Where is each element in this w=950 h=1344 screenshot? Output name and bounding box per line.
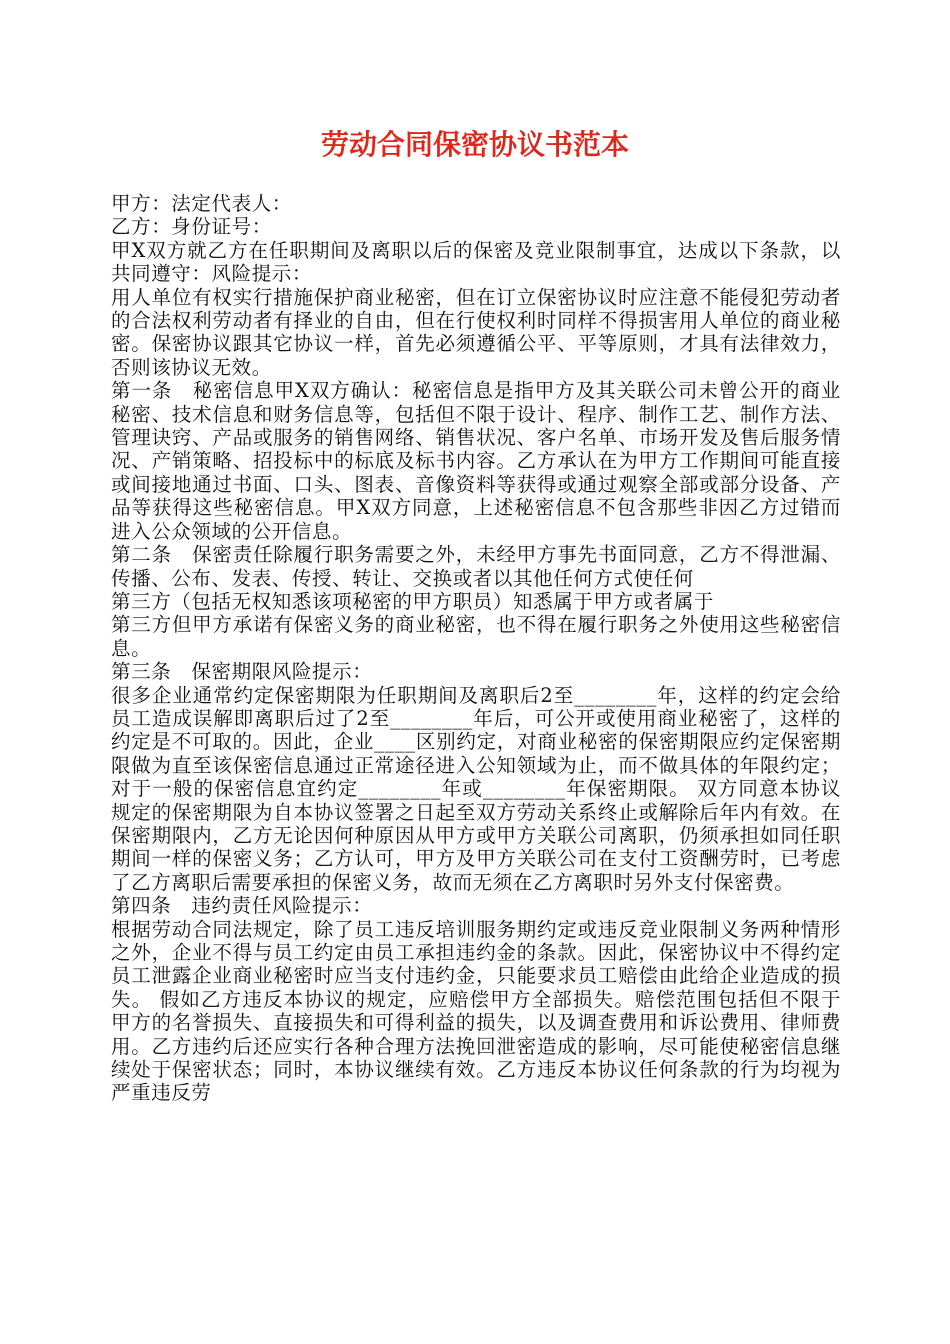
paragraph-third-party-a: 第三方（包括无权知悉该项秘密的甲方职员）知悉属于甲方或者属于	[111, 589, 715, 613]
paragraph-article-3-heading: 第三条 保密期限风险提示：	[111, 660, 373, 684]
paragraph-party-a: 甲方：法定代表人：	[111, 192, 292, 215]
paragraph-preamble: 甲X双方就乙方在任职期间及离职以后的保密及竞业限制事宜，达成以下条款，以共同遵守：风险提示：	[111, 238, 841, 286]
paragraph-article-3-body: 很多企业通常约定保密期限为任职期间及离职后2至________年，这样的约定会给员工造成误解即离职后过了2至________年后，可公开或使用商业秘密了，这样的约定是不可取的。因此，企业____区别约定，对商业秘密的保密期限应约定保密期限做为直至该保密信息通过正常途径进入公知领域为止，而不做具体的年限约定；对于一般的保密信息宜约定________年或________年保密期限。 双方同意本协议规定的保密期限为自本协议签署之日起至双方劳动关系终止或解除后年内有效。在保密期限内，乙方无论因何种原因从甲方或甲方关联公司离职，仍须承担如同任职期间一样的保密义务；乙方认可，甲方及甲方关联公司在支付工资酬劳时，已考虑了乙方离职后需要承担的保密义务，故而无须在乙方离职时另外支付保密费。	[111, 683, 841, 894]
paragraph-article-4-heading: 第四条 违约责任风险提示：	[111, 894, 373, 918]
paragraph-article-4-body: 根据劳动合同法规定，除了员工违反培训服务期约定或违反竞业限制义务两种情形之外，企业不得与员工约定由员工承担违约金的条款。因此，保密协议中不得约定员工泄露企业商业秘密时应当支付违约金，只能要求员工赔偿由此给企业造成的损失。 假如乙方违反本协议的规定，应赔偿甲方全部损失。赔偿范围包括但不限于甲方的名誉损失、直接损失和可得利益的损失，以及调查费用和诉讼费用、律师费用。乙方违约后还应实行各种合理方法挽回泄密造成的影响，尽可能使秘密信息继续处于保密状态；同时，本协议继续有效。乙方违反本协议任何条款的行为均视为严重违反劳	[111, 917, 841, 1105]
paragraph-article-2: 第二条 保密责任除履行职务需要之外，未经甲方事先书面同意，乙方不得泄漏、传播、公布、发表、传授、转让、交换或者以其他任何方式使任何	[111, 543, 841, 590]
document-title: 劳动合同保密协议书范本	[320, 128, 629, 161]
document-body	[111, 192, 841, 1105]
paragraph-article-1: 第一条 秘密信息甲X双方确认：秘密信息是指甲方及其关联公司未曾公开的商业秘密、技术信息和财务信息等，包括但不限于设计、程序、制作工艺、制作方法、管理诀窍、产品或服务的销售网络、销售状况、客户名单、市场开发及售后服务情况、产销策略、招投标中的标底及标书内容。乙方承认在为甲方工作期间可能直接或间接地通过书面、口头、图表、音像资料等获得或通过观察全部或部分设备、产品等获得这些秘密信息。甲X双方同意，上述秘密信息不包含那些非因乙方过错而进入公众领域的公开信息。	[111, 379, 841, 543]
paragraph-party-b: 乙方：身份证号：	[111, 215, 272, 239]
paragraph-third-party-b: 第三方但甲方承诺有保密义务的商业秘密，也不得在履行职务之外使用这些秘密信息。	[111, 613, 841, 660]
paragraph-risk-note: 用人单位有权实行措施保护商业秘密，但在订立保密协议时应注意不能侵犯劳动者的合法权利劳动者有择业的自由，但在行使权利时同样不得损害用人单位的商业秘密。保密协议跟其它协议一样，首先必须遵循公平、平等原则，才具有法律效力，否则该协议无效。	[111, 285, 841, 379]
